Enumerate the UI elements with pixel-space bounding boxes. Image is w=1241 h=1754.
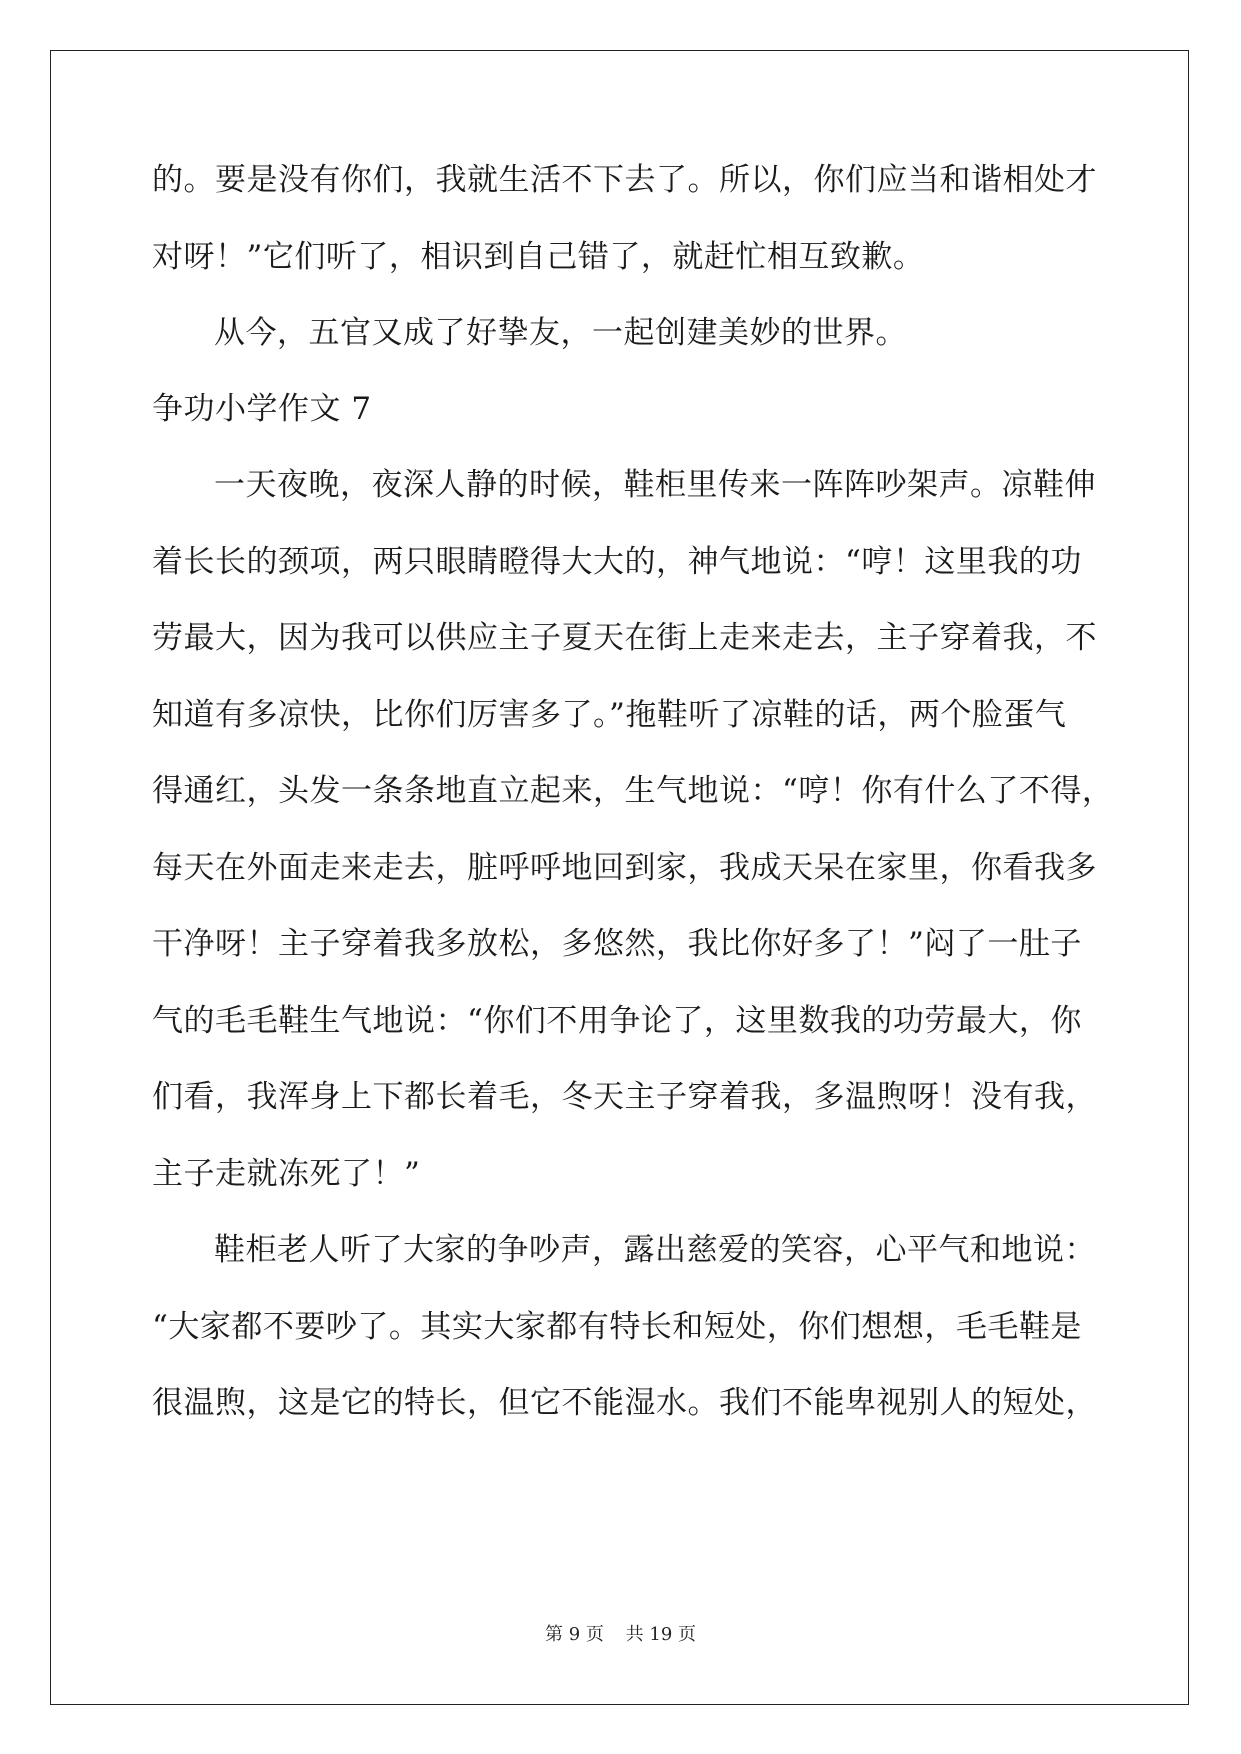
section-heading: 争功小学作文 7 [152, 391, 372, 427]
text-line: 气的毛毛鞋生气地说：“你们不用争论了，这里数我的功劳最大，你 [152, 1003, 1082, 1039]
text-line: 每天在外面走来走去，脏呼呼地回到家，我成天呆在家里，你看我多 [152, 850, 1097, 886]
text-line: 对呀！”它们听了，相识到自己错了，就赶忙相互致歉。 [152, 239, 925, 275]
text-line: 得通红，头发一条条地直立起来，生气地说：“哼！你有什么了不得， [152, 773, 1114, 809]
paragraph-line: 从今，五官又成了好挚友，一起创建美妙的世界。 [214, 315, 907, 351]
text-line: 知道有多凉快，比你们厉害多了。”拖鞋听了凉鞋的话，两个脸蛋气 [152, 697, 1067, 733]
text-line: 着长长的颈项，两只眼睛瞪得大大的，神气地说：“哼！这里我的功 [152, 544, 1082, 580]
page-number: 第 9 页 [545, 1624, 604, 1645]
text-line: “大家都不要吵了。其实大家都有特长和短处，你们想想，毛毛鞋是 [152, 1309, 1082, 1345]
page-total: 共 19 页 [625, 1624, 696, 1645]
paragraph-line: 一天夜晚，夜深人静的时候，鞋柜里传来一阵阵吵架声。凉鞋伸 [214, 467, 1096, 503]
page-footer [0, 1620, 1241, 1646]
text-line: 干净呀！主子穿着我多放松，多悠然，我比你好多了！”闷了一肚子 [152, 926, 1082, 962]
paragraph-line: 鞋柜老人听了大家的争吵声，露出慈爱的笑容，心平气和地说： [214, 1232, 1096, 1268]
text-line: 主子走就冻死了！” [152, 1156, 421, 1192]
text-line: 们看，我浑身上下都长着毛，冬天主子穿着我，多温煦呀！没有我， [152, 1079, 1097, 1115]
text-line: 劳最大，因为我可以供应主子夏天在街上走来走去，主子穿着我，不 [152, 620, 1097, 656]
text-line: 的。要是没有你们，我就生活不下去了。所以，你们应当和谐相处才 [152, 162, 1097, 198]
text-line: 很温煦，这是它的特长，但它不能湿水。我们不能卑视别人的短处， [152, 1385, 1097, 1421]
